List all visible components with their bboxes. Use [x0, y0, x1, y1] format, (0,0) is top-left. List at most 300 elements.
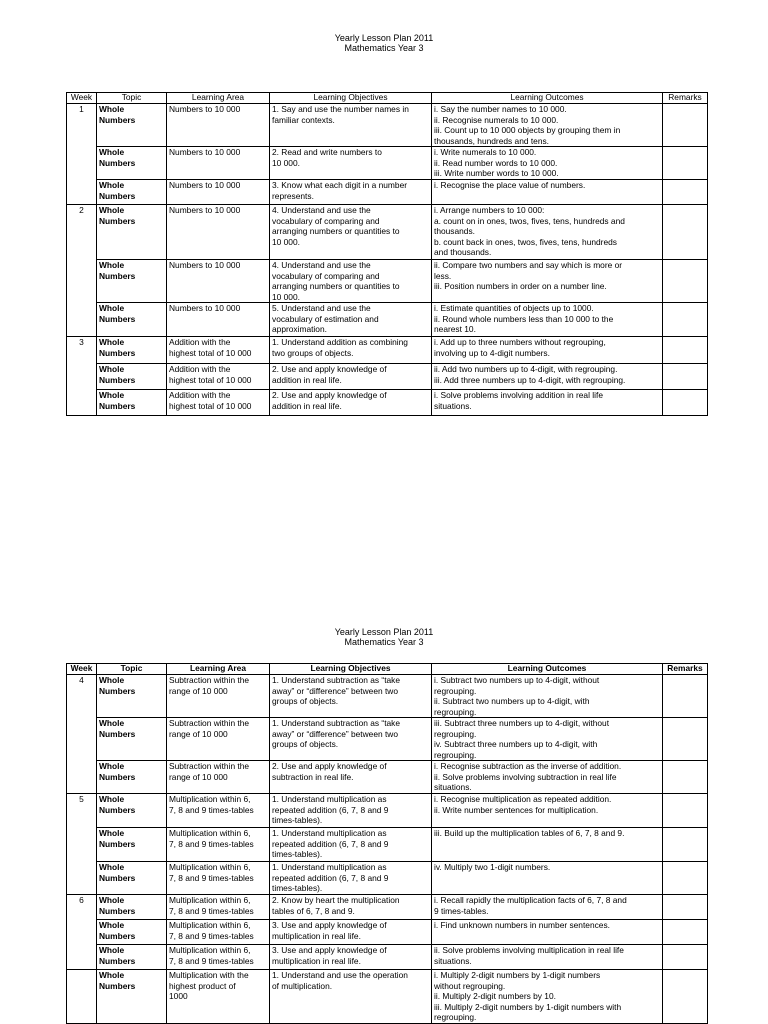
- learning-area-header: Learning Area: [167, 664, 270, 675]
- topic-word: Whole: [99, 390, 125, 400]
- learning-outcomes-header: Learning Outcomes: [432, 93, 663, 104]
- learning-area-cell: [167, 945, 270, 970]
- learning-outcome-line: nearest 10.: [434, 324, 476, 334]
- learning-objectives-cell: [270, 862, 432, 895]
- learning-objective-line: 1. Understand multiplication as: [272, 794, 387, 804]
- learning-area-cell: [167, 761, 270, 794]
- learning-objective-line: 3. Know what each digit in a number: [272, 180, 408, 190]
- learning-objectives-cell: [270, 180, 432, 205]
- topic-cell: [97, 390, 167, 416]
- learning-outcome-line: i. Arrange numbers to 10 000:: [434, 205, 545, 215]
- learning-outcomes-cell: [432, 104, 663, 147]
- remarks-cell: [663, 718, 708, 761]
- learning-area-line: 7, 8 and 9 times-tables: [169, 804, 254, 815]
- learning-objective-line: vocabulary of comparing and: [272, 215, 380, 226]
- learning-outcomes-cell: [432, 761, 663, 794]
- learning-area-line: range of 10 000: [169, 771, 228, 782]
- topic-cell: [97, 104, 167, 147]
- remarks-header: Remarks: [663, 93, 708, 104]
- learning-area-line: highest product of: [169, 980, 236, 991]
- learning-outcome-line: ii. Read number words to 10 000.: [434, 157, 558, 168]
- learning-outcome-line: thousands, hundreds and tens.: [434, 135, 550, 146]
- learning-outcomes-cell: [432, 828, 663, 862]
- table-row: [67, 303, 708, 337]
- learning-outcome-line: ii. Compare two numbers and say which is more or: [434, 260, 623, 270]
- topic-word: Whole: [99, 260, 125, 270]
- learning-outcomes-cell: [432, 862, 663, 895]
- learning-objective-line: 2. Use and apply knowledge of: [272, 364, 387, 374]
- learning-outcomes-cell: [432, 303, 663, 337]
- lesson-plan-table: [66, 663, 708, 1024]
- document-subtitle: Mathematics Year 3: [344, 43, 424, 53]
- topic-word: Whole: [99, 364, 125, 374]
- learning-outcome-line: i. Multiply 2-digit numbers by 1-digit numbers: [434, 970, 601, 980]
- week-cell: 6: [67, 895, 97, 970]
- learning-objective-line: repeated addition (6, 7, 8 and 9: [272, 872, 389, 883]
- learning-area-cell: [167, 205, 270, 260]
- learning-outcome-line: situations.: [434, 400, 472, 411]
- learning-outcomes-cell: [432, 794, 663, 828]
- table-row: [67, 794, 708, 828]
- learning-objectives-cell: [270, 675, 432, 718]
- learning-objectives-cell: [270, 794, 432, 828]
- topic-word: Numbers: [99, 157, 136, 168]
- week-cell: 1: [67, 104, 97, 205]
- remarks-cell: [663, 390, 708, 416]
- learning-outcome-line: situations.: [434, 782, 472, 792]
- learning-area-line: 7, 8 and 9 times-tables: [169, 930, 254, 941]
- learning-outcomes-cell: [432, 718, 663, 761]
- remarks-cell: [663, 104, 708, 147]
- learning-objectives-cell: [270, 828, 432, 862]
- learning-objective-line: 1. Understand and use the operation: [272, 970, 408, 980]
- learning-objective-line: 2. Use and apply knowledge of: [272, 390, 387, 400]
- learning-area-line: Subtraction within the: [169, 761, 250, 771]
- week-cell: 3: [67, 337, 97, 416]
- table-row: [67, 364, 708, 390]
- learning-outcomes-header: Learning Outcomes: [432, 664, 663, 675]
- learning-objective-line: times-tables).: [272, 815, 323, 825]
- week-header: Week: [67, 93, 97, 104]
- learning-area-cell: [167, 828, 270, 862]
- topic-word: Whole: [99, 761, 125, 771]
- topic-word: Numbers: [99, 270, 136, 281]
- table-row: [67, 862, 708, 895]
- learning-area-line: highest total of 10 000: [169, 374, 252, 385]
- topic-cell: [97, 147, 167, 180]
- week-cell: [67, 970, 97, 1024]
- learning-outcome-line: iii. Write number words to 10 000.: [434, 168, 559, 178]
- topic-word: Numbers: [99, 313, 136, 324]
- remarks-cell: [663, 675, 708, 718]
- learning-objective-line: 4. Understand and use the: [272, 260, 371, 270]
- remarks-cell: [663, 895, 708, 920]
- learning-area-line: Subtraction within the: [169, 675, 250, 685]
- learning-area-line: 7, 8 and 9 times-tables: [169, 838, 254, 849]
- learning-outcome-line: b. count back in ones, twos, fives, tens, hundreds: [434, 236, 617, 247]
- topic-word: Numbers: [99, 114, 136, 125]
- topic-word: Numbers: [99, 374, 136, 385]
- learning-objective-line: 1. Understand subtraction as “take: [272, 718, 401, 728]
- learning-objective-line: times-tables).: [272, 849, 323, 859]
- learning-objective-line: groups of objects.: [272, 739, 339, 749]
- learning-outcome-line: ii. Round whole numbers less than 10 000 to the: [434, 313, 614, 324]
- learning-outcome-line: iii. Position numbers in order on a number line.: [434, 281, 607, 291]
- table-row: [67, 675, 708, 718]
- learning-outcome-line: and thousands.: [434, 247, 492, 257]
- learning-objective-line: tables of 6, 7, 8 and 9.: [272, 905, 355, 916]
- learning-area-line: Subtraction within the: [169, 718, 250, 728]
- topic-word: Numbers: [99, 347, 136, 358]
- learning-area-line: Multiplication within 6,: [169, 862, 251, 872]
- topic-cell: [97, 180, 167, 205]
- learning-objectives-cell: [270, 104, 432, 147]
- topic-word: Numbers: [99, 728, 136, 739]
- table-row: [67, 260, 708, 303]
- learning-objectives-cell: [270, 390, 432, 416]
- remarks-cell: [663, 945, 708, 970]
- topic-header: Topic: [97, 93, 167, 104]
- learning-area-cell: [167, 794, 270, 828]
- topic-cell: [97, 205, 167, 260]
- learning-objective-line: vocabulary of comparing and: [272, 270, 380, 281]
- learning-area-line: highest total of 10 000: [169, 347, 252, 358]
- learning-area-line: 7, 8 and 9 times-tables: [169, 955, 254, 966]
- topic-word: Numbers: [99, 980, 136, 991]
- learning-area-cell: [167, 390, 270, 416]
- topic-cell: [97, 303, 167, 337]
- topic-cell: [97, 862, 167, 895]
- learning-outcomes-cell: [432, 147, 663, 180]
- topic-word: Numbers: [99, 905, 136, 916]
- learning-objective-line: 2. Know by heart the multiplication: [272, 895, 400, 905]
- learning-outcome-line: i. Subtract two numbers up to 4-digit, without: [434, 675, 600, 685]
- topic-word: Whole: [99, 970, 125, 980]
- table-row: [67, 180, 708, 205]
- topic-word: Whole: [99, 205, 125, 215]
- table-header-row: [67, 93, 708, 104]
- remarks-cell: [663, 364, 708, 390]
- learning-outcomes-cell: [432, 920, 663, 945]
- learning-area-line: Numbers to 10 000: [169, 147, 241, 157]
- learning-outcome-line: ii. Add two numbers up to 4-digit, with regrouping.: [434, 364, 618, 374]
- learning-objective-line: 1. Understand subtraction as “take: [272, 675, 401, 685]
- learning-area-cell: [167, 675, 270, 718]
- learning-outcome-line: i. Add up to three numbers without regrouping,: [434, 337, 606, 347]
- learning-area-line: 1000: [169, 991, 188, 1001]
- learning-objective-line: approximation.: [272, 324, 327, 334]
- learning-outcome-line: thousands.: [434, 226, 475, 236]
- learning-area-line: Multiplication within 6,: [169, 945, 251, 955]
- remarks-cell: [663, 970, 708, 1024]
- learning-objectives-cell: [270, 337, 432, 364]
- learning-objective-line: 10 000.: [272, 291, 300, 302]
- learning-area-cell: [167, 970, 270, 1024]
- topic-word: Numbers: [99, 955, 136, 966]
- learning-outcome-line: iii. Build up the multiplication tables of 6, 7, 8 and 9.: [434, 828, 625, 838]
- learning-outcome-line: i. Recognise the place value of numbers.: [434, 180, 586, 190]
- learning-outcome-line: i. Recall rapidly the multiplication facts of 6, 7, 8 and: [434, 895, 627, 905]
- topic-word: Whole: [99, 303, 125, 313]
- learning-outcome-line: a. count on in ones, twos, fives, tens, hundreds and: [434, 215, 625, 226]
- learning-outcome-line: without regrouping.: [434, 980, 506, 991]
- topic-word: Whole: [99, 794, 125, 804]
- learning-objective-line: 1. Understand multiplication as: [272, 828, 387, 838]
- learning-objective-line: 10 000.: [272, 236, 300, 247]
- learning-outcome-line: regrouping.: [434, 706, 477, 717]
- learning-outcome-line: i. Say the number names to 10 000.: [434, 104, 567, 114]
- topic-word: Whole: [99, 862, 125, 872]
- learning-outcome-line: i. Recognise multiplication as repeated addition.: [434, 794, 612, 804]
- learning-objectives-cell: [270, 205, 432, 260]
- topic-cell: [97, 675, 167, 718]
- learning-objective-line: 5. Understand and use the: [272, 303, 371, 313]
- learning-area-header: Learning Area: [167, 93, 270, 104]
- learning-area-line: Numbers to 10 000: [169, 303, 241, 313]
- learning-area-line: range of 10 000: [169, 685, 228, 696]
- learning-outcome-line: iv. Subtract three numbers up to 4-digit, with: [434, 739, 598, 749]
- learning-outcome-line: ii. Multiply 2-digit numbers by 10.: [434, 991, 556, 1001]
- learning-outcome-line: ii. Subtract two numbers up to 4-digit, with: [434, 696, 590, 706]
- learning-objective-line: arranging numbers or quantities to: [272, 281, 400, 291]
- topic-word: Numbers: [99, 400, 136, 411]
- topic-word: Whole: [99, 147, 125, 157]
- learning-area-line: 7, 8 and 9 times-tables: [169, 905, 254, 916]
- learning-outcome-line: i. Write numerals to 10 000.: [434, 147, 537, 157]
- learning-objective-line: 2. Read and write numbers to: [272, 147, 382, 157]
- learning-objective-line: addition in real life.: [272, 374, 342, 385]
- learning-area-cell: [167, 920, 270, 945]
- table-row: [67, 920, 708, 945]
- topic-cell: [97, 920, 167, 945]
- page-header: [0, 627, 768, 647]
- learning-objective-line: away” or “difference” between two: [272, 685, 398, 696]
- learning-outcome-line: ii. Solve problems involving multiplication in real life: [434, 945, 624, 955]
- learning-outcome-line: i. Solve problems involving addition in real life: [434, 390, 603, 400]
- week-cell: 5: [67, 794, 97, 895]
- table-row: [67, 761, 708, 794]
- learning-outcomes-cell: [432, 364, 663, 390]
- topic-word: Whole: [99, 828, 125, 838]
- table-row: [67, 828, 708, 862]
- learning-objective-line: away” or “difference” between two: [272, 728, 398, 739]
- learning-objective-line: arranging numbers or quantities to: [272, 226, 400, 236]
- learning-area-cell: [167, 895, 270, 920]
- learning-area-line: Numbers to 10 000: [169, 205, 241, 215]
- topic-cell: [97, 945, 167, 970]
- week-cell: 2: [67, 205, 97, 337]
- page-header: [0, 33, 768, 53]
- learning-outcome-line: regrouping.: [434, 749, 477, 760]
- learning-objectives-header: Learning Objectives: [270, 664, 432, 675]
- learning-area-cell: [167, 260, 270, 303]
- learning-outcome-line: iv. Multiply two 1-digit numbers.: [434, 862, 551, 872]
- topic-cell: [97, 718, 167, 761]
- learning-objectives-cell: [270, 260, 432, 303]
- learning-area-line: Multiplication with the: [169, 970, 249, 980]
- topic-cell: [97, 828, 167, 862]
- learning-area-cell: [167, 364, 270, 390]
- learning-area-line: Multiplication within 6,: [169, 920, 251, 930]
- learning-outcome-line: situations.: [434, 955, 472, 966]
- learning-objective-line: repeated addition (6, 7, 8 and 9: [272, 804, 389, 815]
- learning-objectives-cell: [270, 718, 432, 761]
- remarks-header: Remarks: [663, 664, 708, 675]
- learning-objective-line: 2. Use and apply knowledge of: [272, 761, 387, 771]
- learning-outcome-line: involving up to 4-digit numbers.: [434, 347, 550, 358]
- table-header-row: [67, 664, 708, 675]
- learning-area-cell: [167, 303, 270, 337]
- topic-cell: [97, 260, 167, 303]
- learning-area-line: Addition with the: [169, 390, 231, 400]
- learning-objective-line: 1. Understand addition as combining: [272, 337, 408, 347]
- learning-area-line: Multiplication within 6,: [169, 794, 251, 804]
- topic-word: Numbers: [99, 215, 136, 226]
- remarks-cell: [663, 761, 708, 794]
- learning-area-line: range of 10 000: [169, 728, 228, 739]
- table-row: [67, 205, 708, 260]
- learning-area-cell: [167, 180, 270, 205]
- learning-outcome-line: 9 times-tables.: [434, 905, 489, 916]
- topic-word: Numbers: [99, 804, 136, 815]
- remarks-cell: [663, 260, 708, 303]
- learning-area-line: Numbers to 10 000: [169, 104, 241, 114]
- learning-area-line: Addition with the: [169, 364, 231, 374]
- table-row: [67, 147, 708, 180]
- learning-objective-line: represents.: [272, 190, 314, 201]
- learning-objective-line: familiar contexts.: [272, 114, 335, 125]
- learning-objectives-cell: [270, 364, 432, 390]
- learning-objective-line: multiplication in real life.: [272, 930, 361, 941]
- learning-outcomes-cell: [432, 390, 663, 416]
- learning-outcomes-cell: [432, 205, 663, 260]
- learning-outcome-line: regrouping.: [434, 1012, 477, 1022]
- table-row: [67, 390, 708, 416]
- remarks-cell: [663, 147, 708, 180]
- remarks-cell: [663, 303, 708, 337]
- learning-outcome-line: iii. Count up to 10 000 objects by grouping them in: [434, 125, 621, 135]
- topic-word: Numbers: [99, 930, 136, 941]
- learning-outcome-line: iii. Subtract three numbers up to 4-digit, without: [434, 718, 610, 728]
- learning-outcome-line: i. Recognise subtraction as the inverse of addition.: [434, 761, 622, 771]
- learning-objective-line: addition in real life.: [272, 400, 342, 411]
- learning-objective-line: times-tables).: [272, 883, 323, 893]
- learning-objective-line: multiplication in real life.: [272, 955, 361, 966]
- remarks-cell: [663, 180, 708, 205]
- learning-outcomes-cell: [432, 180, 663, 205]
- topic-word: Numbers: [99, 838, 136, 849]
- learning-objectives-cell: [270, 920, 432, 945]
- learning-area-line: 7, 8 and 9 times-tables: [169, 872, 254, 883]
- learning-area-cell: [167, 147, 270, 180]
- learning-outcome-line: i. Find unknown numbers in number sentences.: [434, 920, 610, 930]
- learning-area-cell: [167, 104, 270, 147]
- topic-header: Topic: [97, 664, 167, 675]
- topic-cell: [97, 895, 167, 920]
- learning-area-cell: [167, 337, 270, 364]
- learning-area-line: Numbers to 10 000: [169, 260, 241, 270]
- learning-outcome-line: i. Estimate quantities of objects up to 1000.: [434, 303, 594, 313]
- learning-objectives-header: Learning Objectives: [270, 93, 432, 104]
- learning-area-cell: [167, 862, 270, 895]
- document-title: Yearly Lesson Plan 2011: [334, 33, 434, 43]
- learning-outcomes-cell: [432, 970, 663, 1024]
- learning-outcome-line: ii. Recognise numerals to 10 000.: [434, 114, 559, 125]
- topic-word: Whole: [99, 920, 125, 930]
- topic-cell: [97, 970, 167, 1024]
- document-subtitle: Mathematics Year 3: [344, 637, 424, 647]
- topic-word: Whole: [99, 718, 125, 728]
- learning-objectives-cell: [270, 945, 432, 970]
- learning-objectives-cell: [270, 895, 432, 920]
- document-title: Yearly Lesson Plan 2011: [334, 627, 434, 637]
- learning-outcomes-cell: [432, 675, 663, 718]
- topic-word: Whole: [99, 337, 125, 347]
- topic-cell: [97, 761, 167, 794]
- table-row: [67, 945, 708, 970]
- learning-area-cell: [167, 718, 270, 761]
- learning-outcome-line: ii. Solve problems involving subtraction in real life: [434, 771, 617, 782]
- remarks-cell: [663, 920, 708, 945]
- learning-area-line: Addition with the: [169, 337, 231, 347]
- learning-outcome-line: regrouping.: [434, 685, 477, 696]
- learning-objective-line: 4. Understand and use the: [272, 205, 371, 215]
- week-header: Week: [67, 664, 97, 675]
- learning-outcome-line: iii. Add three numbers up to 4-digit, with regrouping.: [434, 374, 626, 385]
- learning-objective-line: vocabulary of estimation and: [272, 313, 379, 324]
- learning-outcome-line: iii. Multiply 2-digit numbers by 1-digit numbers with: [434, 1001, 622, 1012]
- learning-objective-line: repeated addition (6, 7, 8 and 9: [272, 838, 389, 849]
- topic-cell: [97, 794, 167, 828]
- remarks-cell: [663, 862, 708, 895]
- learning-area-line: Numbers to 10 000: [169, 180, 241, 190]
- topic-cell: [97, 364, 167, 390]
- learning-objectives-cell: [270, 761, 432, 794]
- learning-area-line: Multiplication within 6,: [169, 895, 251, 905]
- learning-outcomes-cell: [432, 895, 663, 920]
- topic-word: Numbers: [99, 771, 136, 782]
- remarks-cell: [663, 205, 708, 260]
- learning-area-line: highest total of 10 000: [169, 400, 252, 411]
- learning-outcome-line: ii. Write number sentences for multiplication.: [434, 804, 599, 815]
- learning-objective-line: two groups of objects.: [272, 347, 354, 358]
- table-row: [67, 718, 708, 761]
- learning-objective-line: 1. Say and use the number names in: [272, 104, 409, 114]
- topic-word: Whole: [99, 675, 125, 685]
- learning-objective-line: 3. Use and apply knowledge of: [272, 920, 387, 930]
- learning-objective-line: subtraction in real life.: [272, 771, 354, 782]
- learning-objective-line: groups of objects.: [272, 696, 339, 706]
- learning-objectives-cell: [270, 147, 432, 180]
- learning-outcomes-cell: [432, 337, 663, 364]
- topic-word: Numbers: [99, 872, 136, 883]
- learning-objective-line: of multiplication.: [272, 980, 333, 991]
- learning-outcome-line: regrouping.: [434, 728, 477, 739]
- learning-area-line: Multiplication within 6,: [169, 828, 251, 838]
- topic-word: Numbers: [99, 190, 136, 201]
- learning-objective-line: 3. Use and apply knowledge of: [272, 945, 387, 955]
- topic-word: Whole: [99, 180, 125, 190]
- topic-word: Whole: [99, 945, 125, 955]
- topic-word: Whole: [99, 104, 125, 114]
- remarks-cell: [663, 337, 708, 364]
- lesson-plan-table: [66, 92, 708, 416]
- learning-objective-line: 10 000.: [272, 157, 300, 168]
- topic-cell: [97, 337, 167, 364]
- learning-objectives-cell: [270, 970, 432, 1024]
- table-row: [67, 104, 708, 147]
- learning-outcomes-cell: [432, 945, 663, 970]
